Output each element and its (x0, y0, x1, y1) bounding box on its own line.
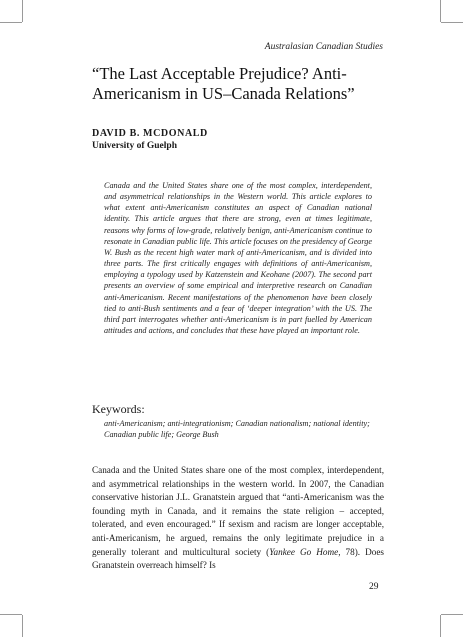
body-text-end: , 78). Does Granatstein overreach himself? Is (92, 546, 384, 571)
body-paragraph (92, 464, 384, 573)
crop-mark (0, 22, 22, 23)
crop-mark (0, 614, 22, 615)
body-text-start: Canada and the United States share one of the most complex, interdependent, and asymmetrical relationships in the western world. In 2007, the Canadian conservative historian J.L. Granatstein argued that “anti-Americanism was the founding myth in Canada, and it remains the state religion – accepted, tolerated, and even encouraged.” If sexism and racism are longer acceptable, anti-Americanism, he argued, remains the only legitimate prejudice in a generally tolerant and multicultural society ( (92, 465, 384, 557)
keywords-heading: Keywords: (92, 402, 145, 416)
author-affiliation: University of Guelph (92, 141, 177, 151)
keywords-list: anti-Americanism; anti-integrationism; Canadian nationalism; national identity; Canadian public life; George Bush (104, 419, 370, 440)
author-name: DAVID B. MCDONALD (92, 128, 208, 139)
page-number: 29 (369, 582, 379, 592)
crop-mark (441, 22, 463, 23)
abstract: Canada and the United States share one of the most complex, interdependent, and asymmetrical relationships in the Western world. This article explores to what extent anti-Americanism constitutes an aspect of Canadian national identity. This article argues that there are strong, even at times legitimate, reasons why forms of low-grade, relatively benign, anti-Americanism continue to resonate in Canadian public life. This article focuses on the presidency of George W. Bush as the recent high water mark of anti-Americanism, and is divided into three parts. The first critically engages with definitions of anti-Americanism, employing a typology used by Katzenstein and Keohane (2007). The second part presents an overview of some empirical and interpretive research on Canadian anti-Americanism. Recent manifestations of the phenomenon have been closely tied to anti-Bush sentiments and a fear of ‘deeper integration’ with the US. The third part interrogates whether anti-Americanism is in part fuelled by American attitudes and actions, and concludes that these have played an important role. (104, 181, 372, 336)
crop-mark (440, 0, 441, 22)
cited-book-title: Yankee Go Home (269, 546, 339, 557)
crop-mark (440, 615, 441, 637)
article-title: “The Last Acceptable Prejudice? Anti-Americanism in US–Canada Relations” (92, 64, 355, 103)
crop-mark (22, 0, 23, 22)
running-head: Australasian Canadian Studies (264, 42, 383, 52)
crop-mark (22, 615, 23, 637)
crop-mark (441, 614, 463, 615)
